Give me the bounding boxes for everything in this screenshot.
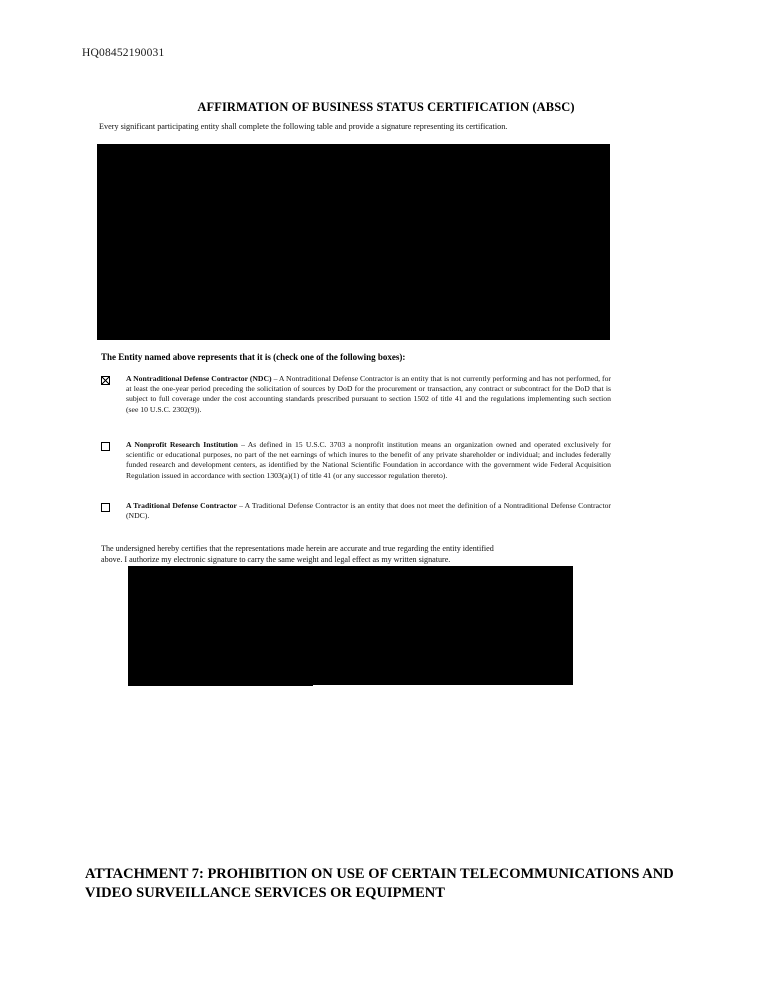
option-nontraditional-text (126, 374, 611, 415)
undersigned-line-2: above. I authorize my electronic signature to carry the same weight and legal effect as my written signature. (101, 555, 451, 565)
checkbox-nonprofit-research-institution[interactable] (101, 442, 110, 451)
option-traditional-text (126, 501, 611, 521)
undersigned-line-1: The undersigned hereby certifies that the representations made herein are accurate and true regarding the entity identified (101, 544, 494, 553)
option-nontraditional-defense-contractor[interactable] (101, 374, 611, 415)
redacted-signature-footer (128, 675, 313, 686)
option-nonprofit-heading: A Nonprofit Research Institution (126, 440, 238, 449)
form-title: AFFIRMATION OF BUSINESS STATUS CERTIFICATION (ABSC) (197, 100, 575, 114)
attachment-heading: ATTACHMENT 7: PROHIBITION ON USE OF CERTAIN TELECOMMUNICATIONS AND VIDEO SURVEILLANCE SERVICES OR EQUIPMENT (85, 866, 674, 902)
option-traditional-heading: A Traditional Defense Contractor (126, 501, 237, 510)
checkbox-traditional-defense-contractor[interactable] (101, 503, 110, 512)
option-nonprofit-body: – As defined in 15 U.S.C. 3703 a nonprofit institution means an organization owned and operated exclusively for scientific or educational purposes, no part of the net earnings of which inures to the benefit of any private shareholder or individual; and includes federally funded research and development centers, as identified by the National Scientific Foundation in accordance with the government wide Federal Acquisition Regulation issued in accordance with section 1303(a)(1) of title 41 (or any successor regulation thereto). (126, 440, 611, 480)
intro-instruction: Every significant participating entity shall complete the following table and provide a signature representing its certification. (99, 122, 508, 131)
option-nontraditional-body: – A Nontraditional Defense Contractor is an entity that is not currently performing and has not performed, for at least the one-year period preceding the solicitation of sources by DoD for the procurement or transaction, any contract or subcontract for the DoD that is subject to full coverage under the cost accounting standards prescribed pursuant to section 1502 of title 41 and the regulations implementing such section (see 10 U.S.C. 2302(9)). (126, 374, 611, 414)
redacted-entity-table (97, 144, 610, 340)
undersigned-certification (101, 543, 606, 566)
represents-instruction: The Entity named above represents that it is (check one of the following boxes): (101, 352, 406, 362)
option-nonprofit-research-institution[interactable] (101, 440, 611, 481)
option-traditional-body: – A Traditional Defense Contractor is an entity that does not meet the definition of a Nontraditional Defense Contractor (NDC). (126, 501, 611, 521)
option-traditional-defense-contractor[interactable] (101, 501, 611, 521)
checkbox-nontraditional-defense-contractor[interactable] (101, 376, 110, 385)
document-id: HQ08452190031 (82, 47, 165, 59)
redacted-signature-block (128, 566, 573, 685)
option-nontraditional-heading: A Nontraditional Defense Contractor (NDC) (126, 374, 272, 383)
option-nonprofit-text (126, 440, 611, 481)
